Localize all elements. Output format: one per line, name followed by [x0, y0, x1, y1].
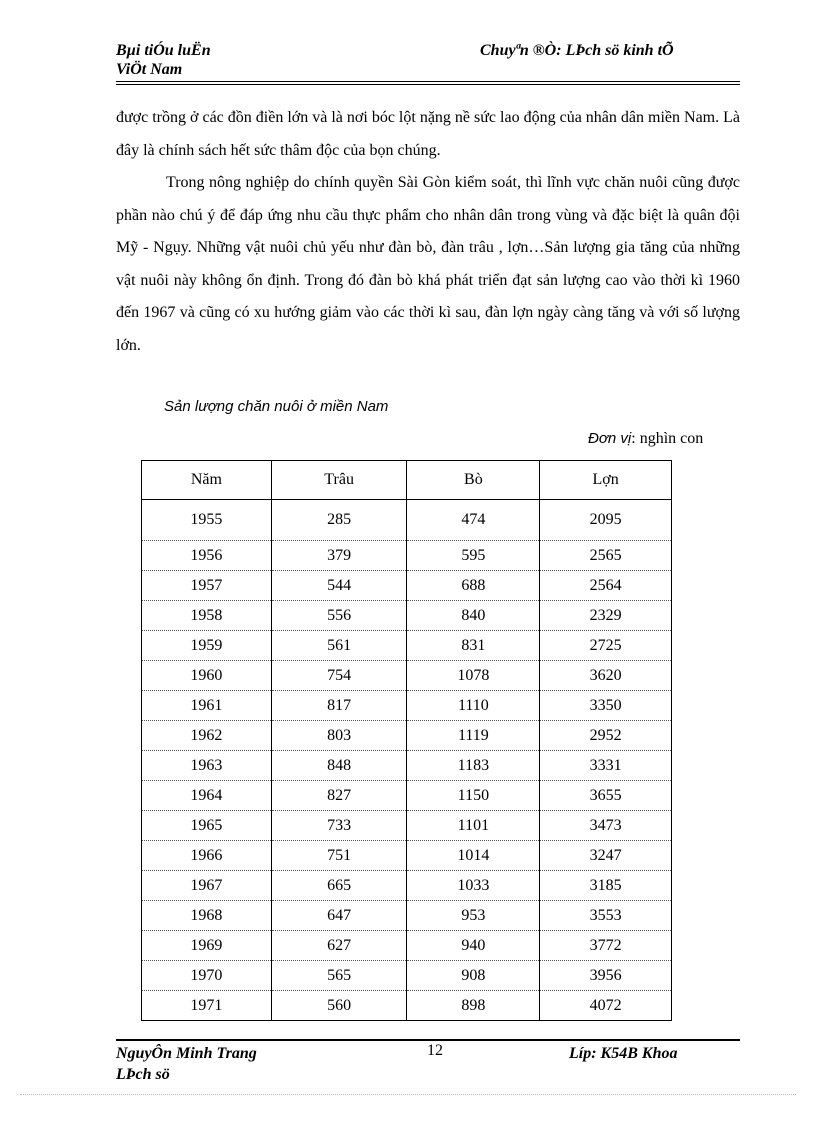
table-row: [142, 961, 672, 991]
table-header-row: [142, 461, 672, 500]
cell-pigs: 2725: [540, 631, 672, 661]
cell-pigs: 3553: [540, 901, 672, 931]
table-row: [142, 991, 672, 1021]
header-rule-second: [116, 84, 740, 85]
page-edge-dotted-line: [20, 1094, 796, 1095]
column-header-cattle: Bò: [407, 461, 540, 500]
body-text: [116, 102, 740, 362]
table-row: [142, 841, 672, 871]
cell-cattle: 595: [407, 541, 540, 571]
cell-cattle: 1150: [407, 781, 540, 811]
cell-year: 1956: [142, 541, 272, 571]
cell-cattle: 940: [407, 931, 540, 961]
cell-year: 1968: [142, 901, 272, 931]
table-row: [142, 541, 672, 571]
cell-pigs: 3772: [540, 931, 672, 961]
table-row: [142, 811, 672, 841]
cell-buffalo: 751: [271, 841, 407, 871]
footer-left-line1: NguyÔn Minh Trang: [116, 1045, 257, 1062]
cell-buffalo: 561: [271, 631, 407, 661]
table-row: [142, 751, 672, 781]
cell-pigs: 3956: [540, 961, 672, 991]
cell-year: 1971: [142, 991, 272, 1021]
cell-year: 1969: [142, 931, 272, 961]
cell-buffalo: 817: [271, 691, 407, 721]
column-header-year: Năm: [142, 461, 272, 500]
cell-year: 1958: [142, 601, 272, 631]
cell-buffalo: 627: [271, 931, 407, 961]
cell-buffalo: 754: [271, 661, 407, 691]
column-header-pigs: Lợn: [540, 461, 672, 500]
cell-buffalo: 803: [271, 721, 407, 751]
footer-left-line2: LÞch sö: [116, 1066, 170, 1083]
table-row: [142, 601, 672, 631]
cell-buffalo: 544: [271, 571, 407, 601]
cell-cattle: 1033: [407, 871, 540, 901]
cell-buffalo: 733: [271, 811, 407, 841]
cell-cattle: 1078: [407, 661, 540, 691]
cell-buffalo: 285: [271, 500, 407, 541]
table-row: [142, 571, 672, 601]
cell-cattle: 688: [407, 571, 540, 601]
cell-year: 1963: [142, 751, 272, 781]
cell-year: 1964: [142, 781, 272, 811]
table-body: [142, 500, 672, 1021]
cell-year: 1966: [142, 841, 272, 871]
cell-pigs: 2095: [540, 500, 672, 541]
cell-pigs: 3473: [540, 811, 672, 841]
unit-note: [588, 428, 703, 450]
paragraph-2: Trong nông nghiệp do chính quyền Sài Gòn kiểm soát, thì lĩnh vực chăn nuôi cũng được phần nào chú ý để đáp ứng nhu cầu thực phẩm cho nhân dân trong vùng và đặc biệt là quân đội Mỹ - Ngụy. Những vật nuôi chủ yếu như đàn bò, đàn trâu , lợn…Sản lượng gia tăng của những vật nuôi này không ổn định. Trong đó đàn bò khá phát triển đạt sản lượng cao vào thời kì 1960 đến 1967 và cũng có xu hướng giảm vào các thời kì sau, đàn lợn ngày càng tăng và với số lượng lớn.: [116, 174, 740, 354]
unit-value: : nghìn con: [631, 430, 704, 447]
cell-cattle: 1110: [407, 691, 540, 721]
cell-pigs: 2564: [540, 571, 672, 601]
cell-pigs: 3185: [540, 871, 672, 901]
table-row: [142, 931, 672, 961]
cell-buffalo: 560: [271, 991, 407, 1021]
cell-pigs: 3350: [540, 691, 672, 721]
paragraph-1: được trồng ở các đồn điền lớn và là nơi bóc lột nặng nề sức lao động của nhân dân miền Nam. Là đây là chính sách hết sức thâm độc của bọn chúng.: [116, 109, 740, 159]
cell-buffalo: 827: [271, 781, 407, 811]
cell-pigs: 3247: [540, 841, 672, 871]
header-left-line1: Bµi tiÓu luËn: [116, 42, 211, 59]
table-caption: Sản lượng chăn nuôi ở miền Nam: [164, 398, 389, 415]
cell-cattle: 474: [407, 500, 540, 541]
cell-cattle: 1119: [407, 721, 540, 751]
cell-pigs: 2329: [540, 601, 672, 631]
cell-cattle: 1014: [407, 841, 540, 871]
table-row: [142, 871, 672, 901]
page-number: 12: [427, 1042, 443, 1059]
table-row: [142, 781, 672, 811]
cell-year: 1967: [142, 871, 272, 901]
cell-cattle: 840: [407, 601, 540, 631]
cell-year: 1955: [142, 500, 272, 541]
cell-year: 1961: [142, 691, 272, 721]
cell-pigs: 2952: [540, 721, 672, 751]
cell-buffalo: 647: [271, 901, 407, 931]
cell-year: 1962: [142, 721, 272, 751]
cell-pigs: 4072: [540, 991, 672, 1021]
unit-label: Đơn vị: [588, 430, 632, 447]
header-topic: Chuyªn ®Ò: LÞch sö kinh tÕ: [480, 42, 674, 59]
cell-pigs: 3331: [540, 751, 672, 781]
cell-cattle: 831: [407, 631, 540, 661]
table-row: [142, 500, 672, 541]
table-row: [142, 661, 672, 691]
livestock-table: [141, 460, 672, 1021]
table-row: [142, 901, 672, 931]
cell-pigs: 2565: [540, 541, 672, 571]
header-author-title: [116, 41, 211, 79]
cell-cattle: 1101: [407, 811, 540, 841]
header-left-line2: ViÖt Nam: [116, 61, 183, 78]
header-rule: [116, 81, 740, 82]
cell-buffalo: 848: [271, 751, 407, 781]
table-row: [142, 721, 672, 751]
column-header-buffalo: Trâu: [271, 461, 407, 500]
cell-cattle: 1183: [407, 751, 540, 781]
cell-cattle: 953: [407, 901, 540, 931]
cell-cattle: 908: [407, 961, 540, 991]
cell-pigs: 3655: [540, 781, 672, 811]
footer-author: [116, 1043, 257, 1085]
table-row: [142, 691, 672, 721]
cell-year: 1957: [142, 571, 272, 601]
cell-pigs: 3620: [540, 661, 672, 691]
cell-year: 1959: [142, 631, 272, 661]
cell-year: 1970: [142, 961, 272, 991]
cell-year: 1965: [142, 811, 272, 841]
cell-buffalo: 665: [271, 871, 407, 901]
cell-buffalo: 379: [271, 541, 407, 571]
cell-buffalo: 565: [271, 961, 407, 991]
cell-cattle: 898: [407, 991, 540, 1021]
cell-buffalo: 556: [271, 601, 407, 631]
table-row: [142, 631, 672, 661]
footer-class: Líp: K54B Khoa: [569, 1045, 678, 1062]
cell-year: 1960: [142, 661, 272, 691]
